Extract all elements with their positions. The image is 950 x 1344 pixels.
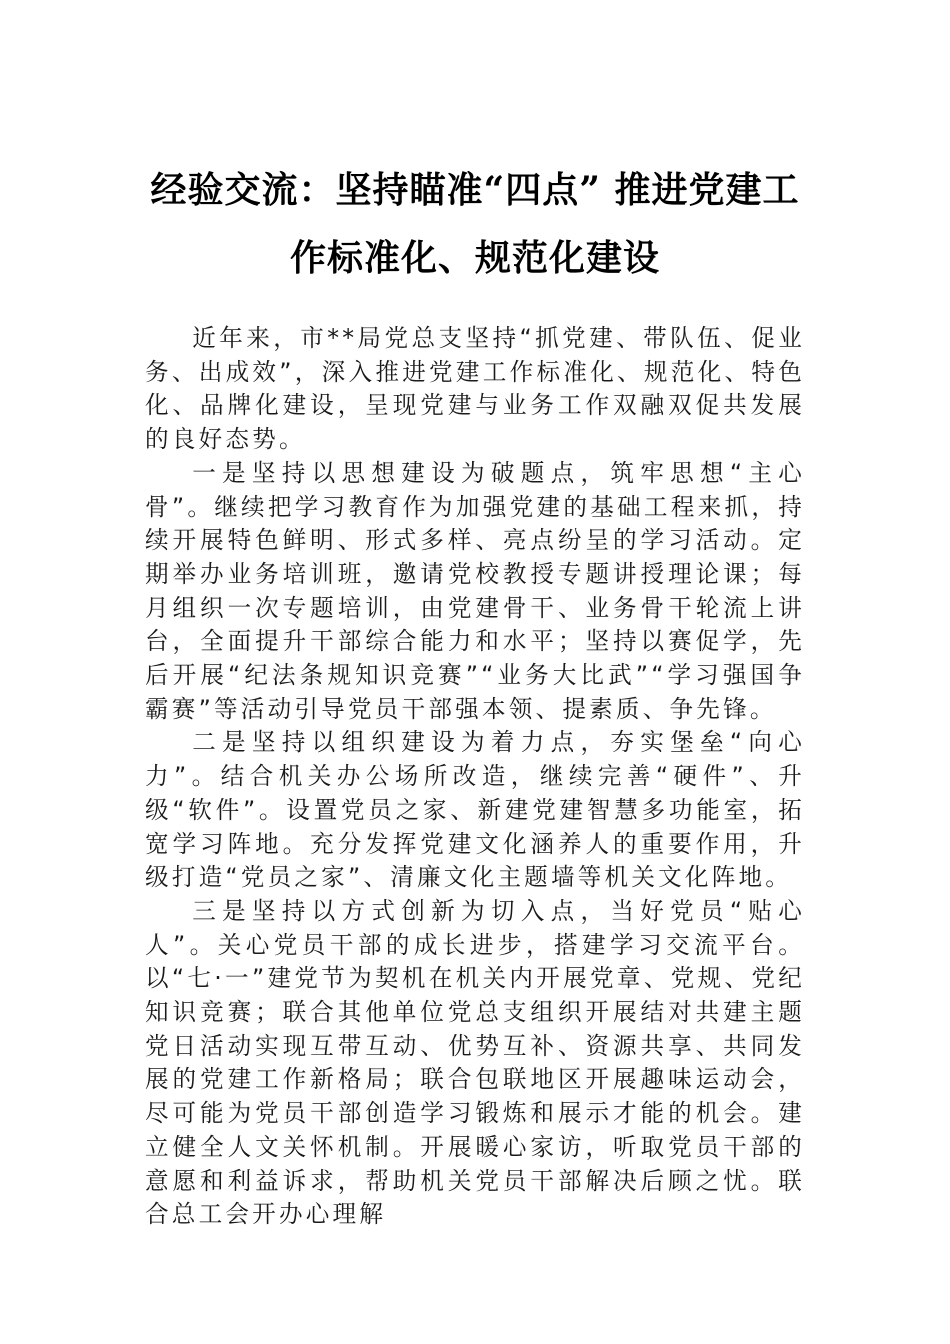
document-body <box>145 322 805 1232</box>
paragraph-point-2: 二是坚持以组织建设为着力点，夯实堡垒“向心力”。结合机关办公场所改造，继续完善“硬件”、升级“软件”。设置党员之家、新建党建智慧多功能室，拓宽学习阵地。充分发挥党建文化涵养人的重要作用，升级打造“党员之家”、清廉文化主题墙等机关文化阵地。 <box>145 728 805 892</box>
document-title-line-1: 经验交流：坚持瞄准“四点” 推进党建工 <box>150 169 800 211</box>
paragraph-point-1: 一是坚持以思想建设为破题点，筑牢思想“主心骨”。继续把学习教育作为加强党建的基础工程来抓，持续开展特色鲜明、形式多样、亮点纷呈的学习活动。定期举办业务培训班，邀请党校教授专题讲授理论课；每月组织一次专题培训，由党建骨干、业务骨干轮流上讲台，全面提升干部综合能力和水平；坚持以赛促学，先后开展“纪法条规知识竞赛”“业务大比武”“学习强国争霸赛”等活动引导党员干部强本领、提素质、争先锋。 <box>145 458 805 723</box>
document-title-line-2: 作标准化、规范化建设 <box>289 237 660 279</box>
paragraph-point-3: 三是坚持以方式创新为切入点，当好党员“贴心人”。关心党员干部的成长进步，搭建学习交流平台。以“七·一”建党节为契机在机关内开展党章、党规、党纪知识竞赛；联合其他单位党总支组织开展结对共建主题党日活动实现互带互动、优势互补、资源共享、共同发展的党建工作新格局；联合包联地区开展趣味运动会，尽可能为党员干部创造学习锻炼和展示才能的机会。建立健全人文关怀机制。开展暖心家访，听取党员干部的意愿和利益诉求，帮助机关党员干部解决后顾之忧。联合总工会开办心理解 <box>145 896 805 1229</box>
paragraph-intro: 近年来，市**局党总支坚持“抓党建、带队伍、促业务、出成效”，深入推进党建工作标准化、规范化、特色化、品牌化建设，呈现党建与业务工作双融双促共发展的良好态势。 <box>145 324 805 454</box>
